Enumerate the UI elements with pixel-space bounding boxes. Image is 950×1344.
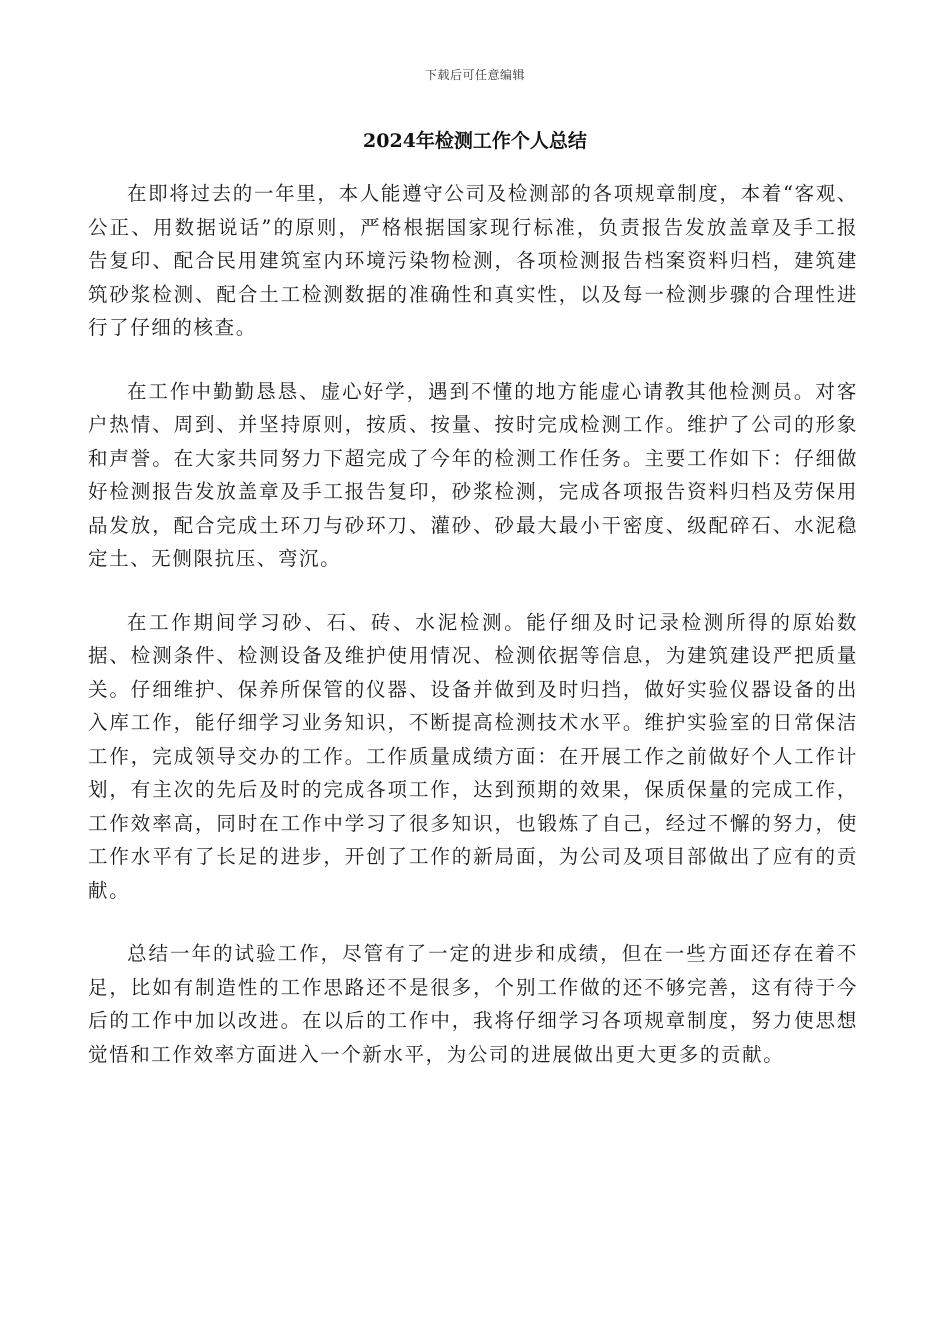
- paragraph-1: 在即将过去的一年里，本人能遵守公司及检测部的各项规章制度，本着“客观、公正、用数据说话”的原则，严格根据国家现行标准，负责报告发放盖章及手工报告复印、配合民用建筑室内环境污染物检测，各项检测报告档案资料归档，建筑建筑砂浆检测、配合土工检测数据的准确性和真实性，以及每一检测步骤的合理性进行了仔细的核查。: [88, 182, 858, 339]
- page-header: 下载后可任意编辑: [424, 68, 525, 82]
- paragraph-4: 总结一年的试验工作，尽管有了一定的进步和成绩，但在一些方面还存在着不足，比如有制造性的工作思路还不是很多，个别工作做的还不够完善，这有待于今后的工作中加以改进。在以后的工作中，我将仔细学习各项规章制度，努力使思想觉悟和工作效率方面进入一个新水平，为公司的进展做出更大更多的贡献。: [88, 942, 858, 1066]
- document-body: [88, 177, 858, 1101]
- document-title: 2024年检测工作个人总结: [363, 130, 587, 152]
- paragraph-3: 在工作期间学习砂、石、砖、水泥检测。能仔细及时记录检测所得的原始数据、检测条件、检测设备及维护使用情况、检测依据等信息，为建筑建设严把质量关。仔细维护、保养所保管的仪器、设备并做到及时归挡，做好实验仪器设备的出入库工作，能仔细学习业务知识，不断提高检测技术水平。维护实验室的日常保洁工作，完成领导交办的工作。工作质量成绩方面：在开展工作之前做好个人工作计划，有主次的先后及时的完成各项工作，达到预期的效果，保质保量的完成工作，工作效率高，同时在工作中学习了很多知识，也锻炼了自己，经过不懈的努力，使工作水平有了长足的进步，开创了工作的新局面，为公司及项目部做出了应有的贡献。: [88, 610, 858, 902]
- paragraph-2: 在工作中勤勤恳恳、虚心好学，遇到不懂的地方能虚心请教其他检测员。对客户热情、周到、并坚持原则，按质、按量、按时完成检测工作。维护了公司的形象和声誉。在大家共同努力下超完成了今年的检测工作任务。主要工作如下：仔细做好检测报告发放盖章及手工报告复印，砂浆检测，完成各项报告资料归档及劳保用品发放，配合完成土环刀与砂环刀、灌砂、砂最大最小干密度、级配碎石、水泥稳定土、无侧限抗压、弯沉。: [88, 379, 858, 570]
